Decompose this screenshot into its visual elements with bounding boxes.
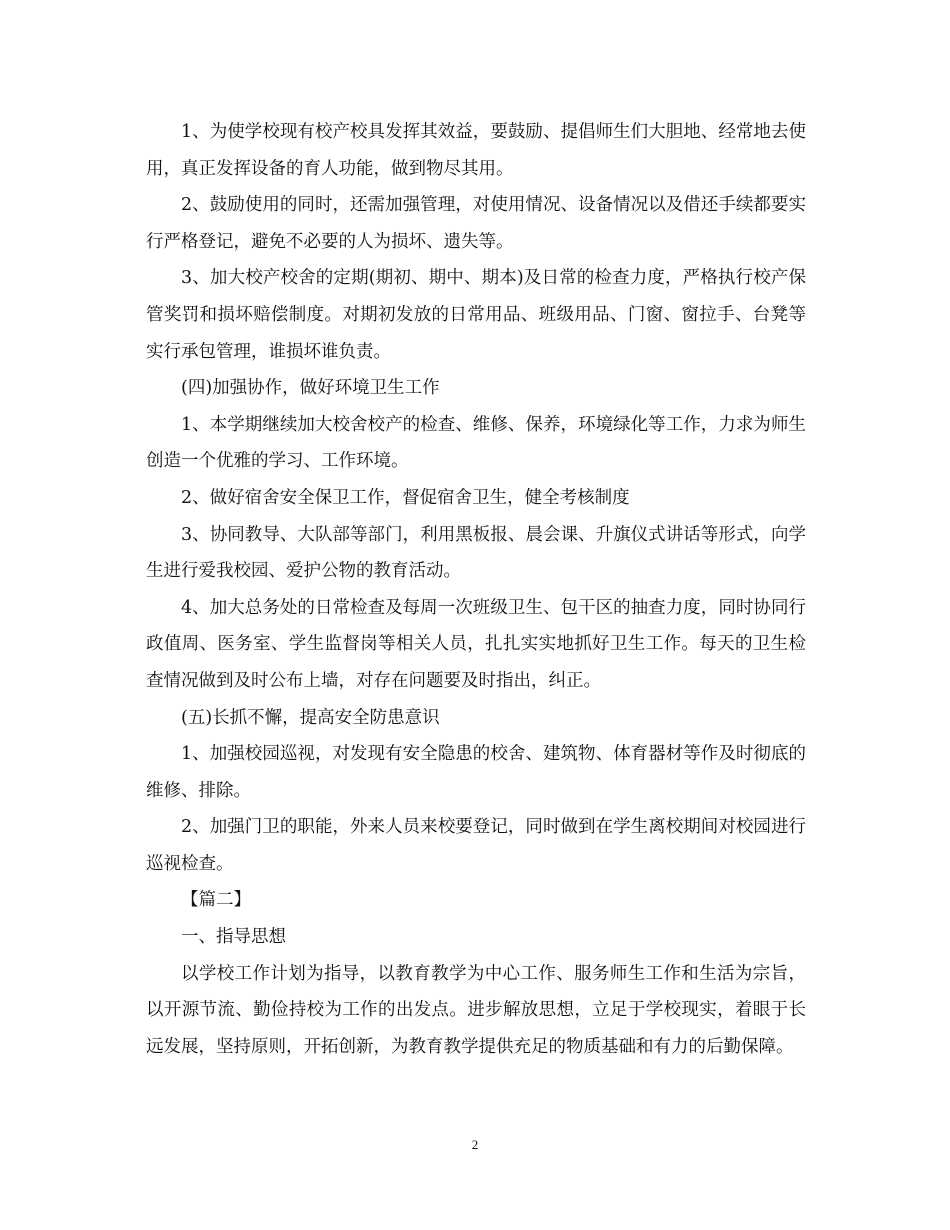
guiding-ideology-heading: 一、指导思想: [181, 927, 286, 948]
paragraph-guiding-ideology: 以学校工作计划为指导，以教育教学为中心工作、服务师生工作和生活为宗旨，以开源节流、勤俭持校为工作的出发点。进步解放思想，立足于学校现实，着眼于长远发展，坚持原则，开拓创新，为教育教学提供充足的物质基础和有力的后勤保障。: [146, 963, 806, 1057]
paragraph-asset-management: 2、鼓励使用的同时，还需加强管理，对使用情况、设备情况以及借还手续都要实行严格登记，避免不必要的人为损坏、遗失等。: [146, 195, 806, 252]
paragraph-inspection: 3、加大校产校舍的定期(期初、期中、期本)及日常的检查力度，严格执行校产保管奖罚和损坏赔偿制度。对期初发放的日常用品、班级用品、门窗、窗拉手、台凳等实行承包管理，谁损坏谁负责。: [146, 268, 806, 362]
paragraph-cooperation: 3、协同教导、大队部等部门，利用黑板报、晨会课、升旗仪式讲话等形式，向学生进行爱我校园、爱护公物的教育活动。: [146, 524, 806, 582]
page-number: 2: [471, 1137, 479, 1152]
paragraph-dormitory: 2、做好宿舍安全保卫工作，督促宿舍卫生，健全考核制度: [181, 487, 630, 508]
paragraph-patrol: 1、加强校园巡视，对发现有安全隐患的校舍、建筑物、体育器材等作及时彻底的维修、排除。: [146, 744, 806, 801]
paragraph-guard: 2、加强门卫的职能，外来人员来校要登记，同时做到在学生离校期间对校园进行巡视检查。: [146, 817, 806, 874]
paragraph-hygiene-check: 4、加大总务处的日常检查及每周一次班级卫生、包干区的抽查力度，同时协同行政值周、医务室、学生监督岗等相关人员，扎扎实实地抓好卫生工作。每天的卫生检查情况做到及时公布上墙，对存在问题要及时指出，纠正。: [146, 597, 806, 691]
section-heading-five: (五)长抓不懈，提高安全防患意识: [181, 707, 440, 728]
paragraph-asset-use: 1、为使学校现有校产校具发挥其效益，要鼓励、提倡师生们大胆地、经常地去使用，真正发挥设备的育人功能，做到物尽其用。: [146, 122, 806, 179]
paragraph-maintenance: 1、本学期继续加大校舍校产的检查、维修、保养，环境绿化等工作，力求为师生创造一个优雅的学习、工作环境。: [146, 414, 806, 472]
document-body: [146, 114, 806, 1065]
part-two-heading: 【篇二】: [181, 890, 251, 911]
section-heading-four: (四)加强协作，做好环境卫生工作: [181, 378, 440, 399]
